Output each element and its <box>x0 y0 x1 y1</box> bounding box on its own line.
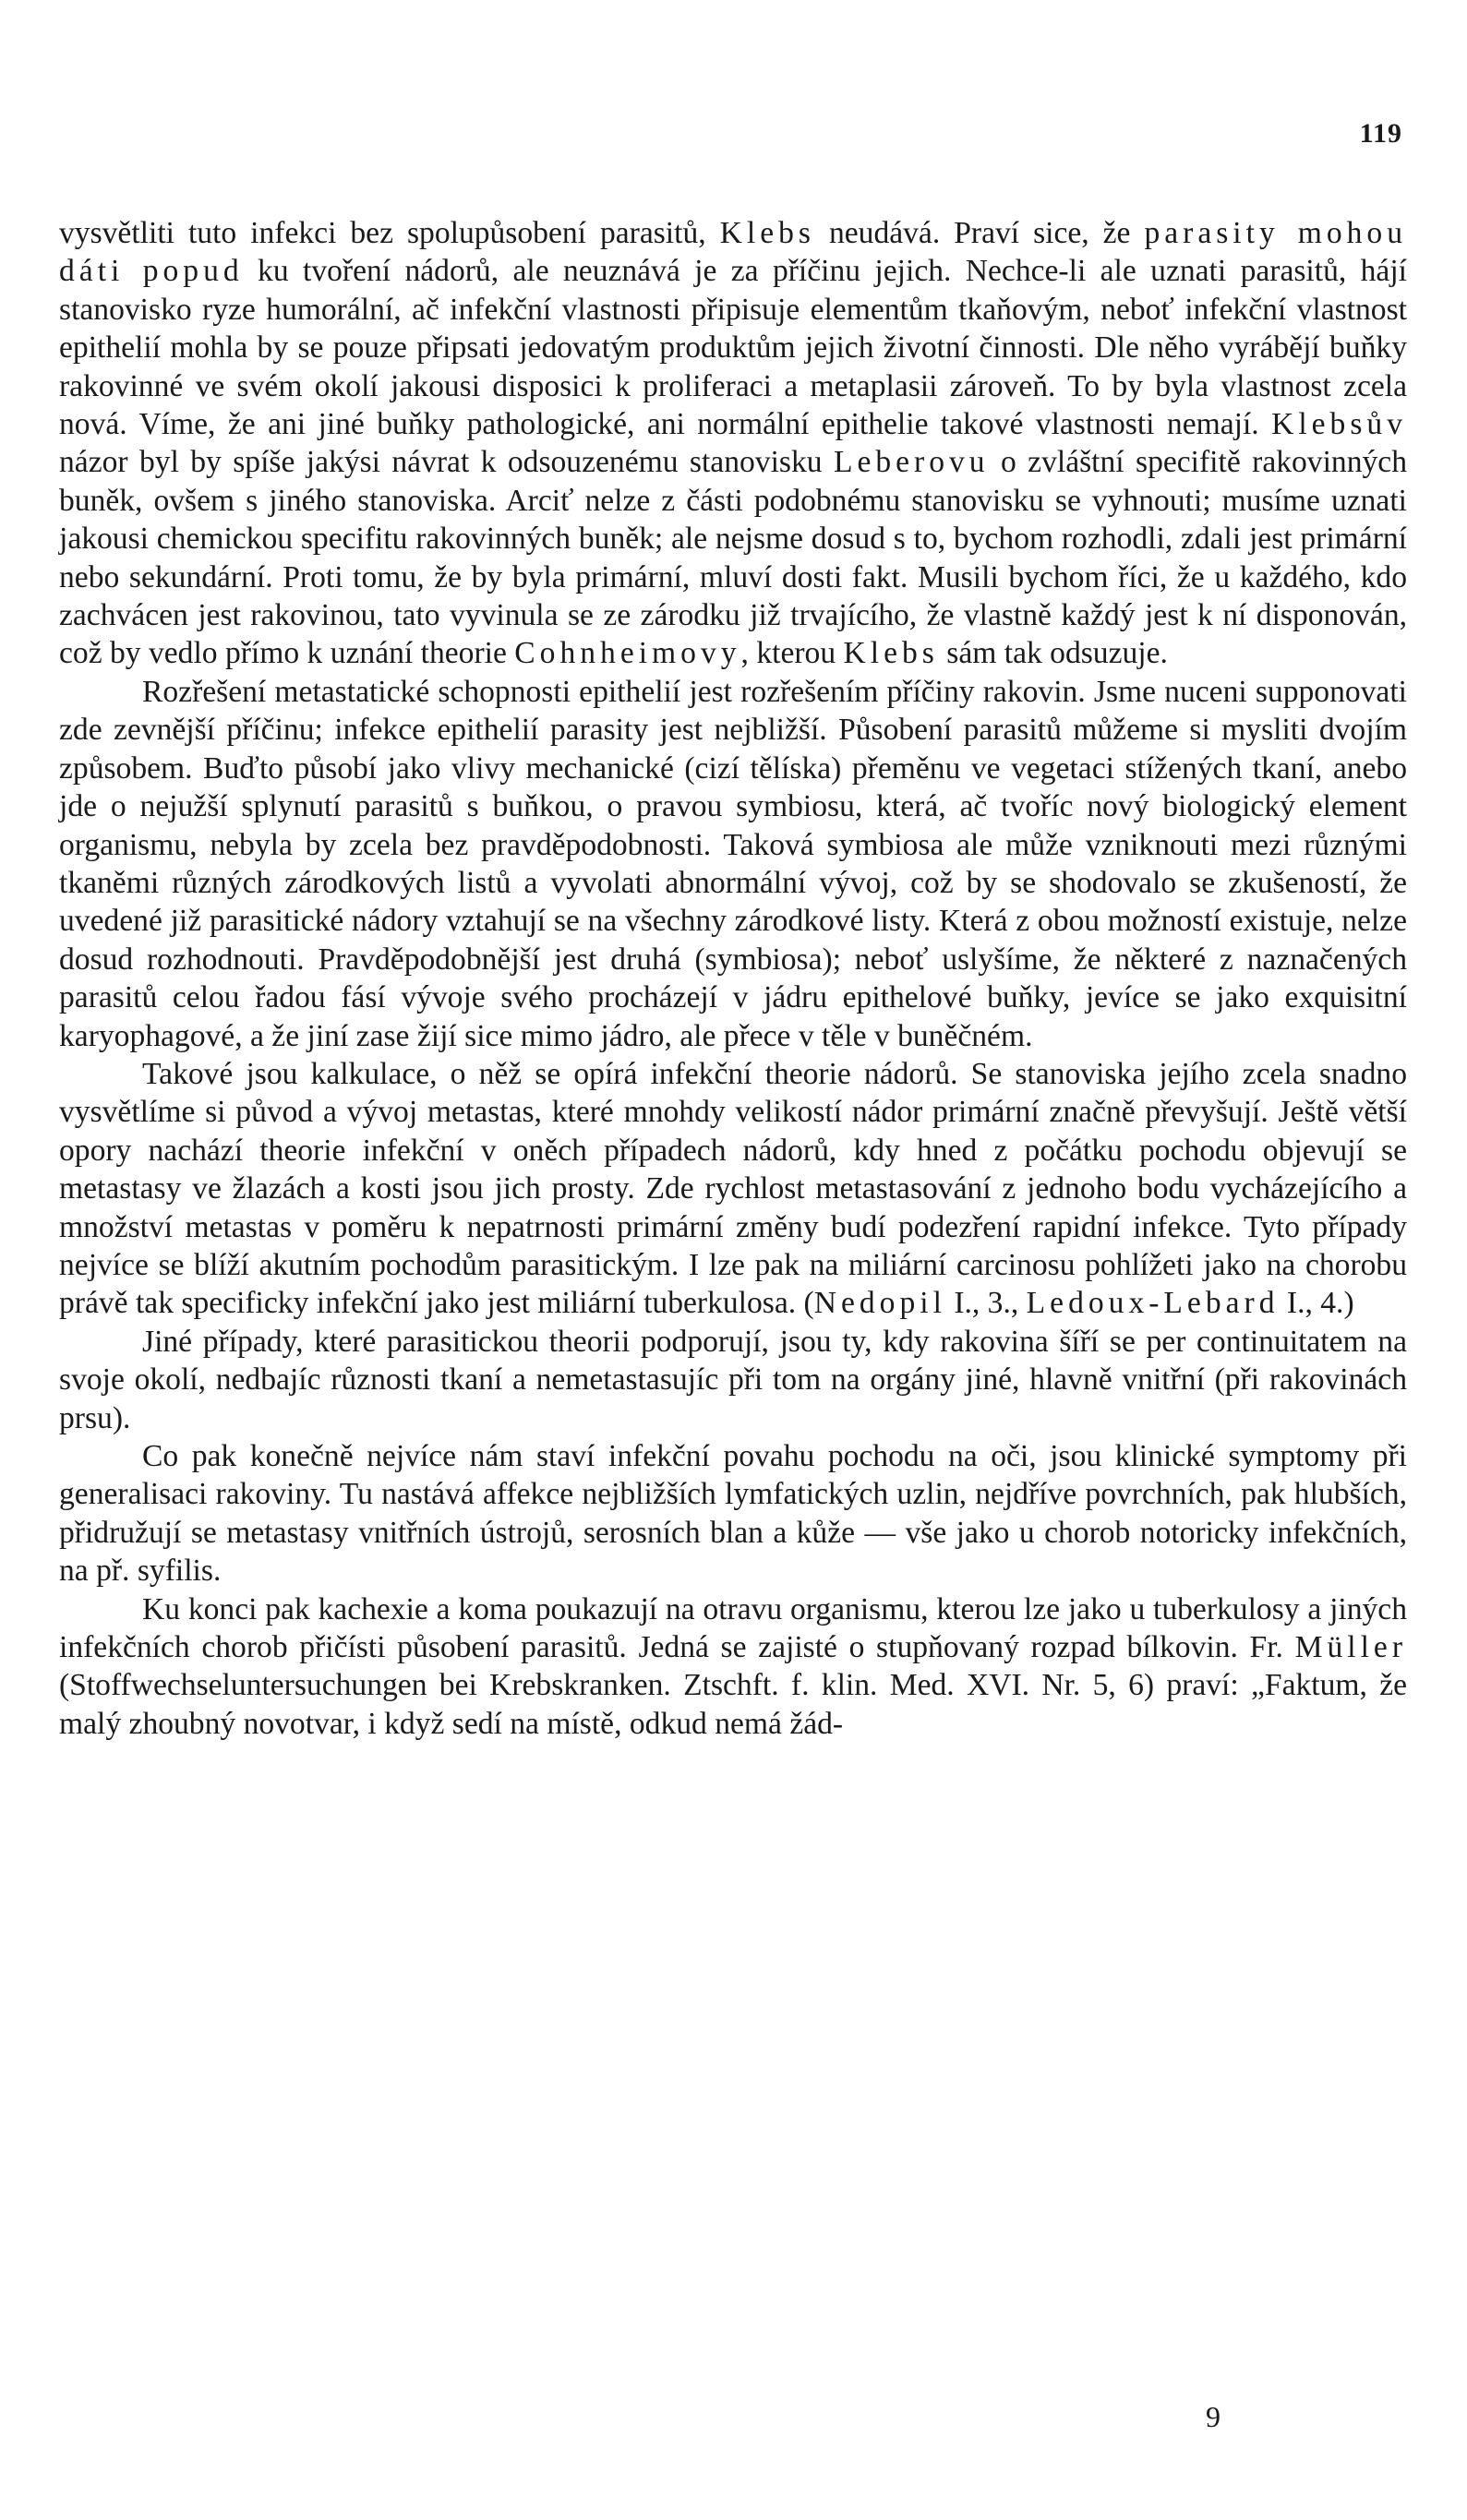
paragraph <box>59 1323 1407 1437</box>
spaced-name: Klebsův <box>1271 407 1407 442</box>
text-run: I., 3., <box>945 1286 1027 1321</box>
paragraph <box>59 1055 1407 1323</box>
text-run: Jiné případy, které parasitickou theorii podporují, jsou ty, kdy rakovina šíří se per continuitatem na svoje okolí, nedbajíc různosti tkaní a nemetastasujíc při tom na orgány jiné, hlavně vnitřní (při rakovinách prsu). <box>59 1324 1407 1435</box>
paragraph <box>59 673 1407 1055</box>
paragraph <box>59 1590 1407 1744</box>
text-run: o zvláštní specifitě rakovinných buněk, ovšem s jiného stanoviska. Arciť nelze z části podobnému stanovisku se vyhnouti; musíme uznati jakousi chemickou specifitu rakovinných buněk; ale nejsme dosud s to, bychom rozhodli, zdali jest primární nebo sekundární. Proti tomu, že by byla primární, mluví dosti fakt. Musili bychom říci, že u každého, kdo zachvácen jest rakovinou, tato vyvinula se ze zárodku již trvajícího, že vlastně každý jest k ní disponován, což by vedlo přímo k uznání theorie <box>59 445 1407 671</box>
text-run: (Stoffwechseluntersuchungen bei Krebskranken. Ztschft. f. klin. Med. XVI. Nr. 5, 6) praví: „Faktum, že malý zhoubný novotvar, i když sedí na místě, odkud nemá žád- <box>59 1668 1407 1741</box>
sheet-signature: 9 <box>1206 2400 1220 2433</box>
text-run: názor byl by spíše jakýsi návrat k odsouzenému stanovisku <box>59 445 834 480</box>
spaced-name: Cohnheimovy <box>514 636 741 671</box>
text-run: , kterou <box>740 636 844 671</box>
text-run: I., 4.) <box>1279 1286 1354 1321</box>
spaced-name: Klebs <box>719 216 815 250</box>
page-number: 119 <box>1359 118 1402 149</box>
text-run: vysvětliti tuto infekci bez spolupůsobení parasitů, <box>59 216 720 250</box>
body-text <box>59 214 1407 1743</box>
text-run: Co pak konečně nejvíce nám staví infekční povahu pochodu na oči, jsou klinické symptomy při generalisaci rakoviny. Tu nastává affekce nejbližších lymfatických uzlin, nejdříve povrchních, pak hlubších, přidružují se metastasy vnitřních ústrojů, serosních blan a kůže — vše jako u chorob notoricky infekčních, na př. syfilis. <box>59 1439 1407 1589</box>
spaced-name: Ledoux-Lebard <box>1026 1286 1280 1321</box>
spaced-name: Klebs <box>843 636 939 671</box>
text-run: sám tak odsuzuje. <box>938 636 1168 671</box>
spaced-name: parasity mohou dáti popud <box>59 216 1408 289</box>
text-run: Ku konci pak kachexie a koma poukazují na otravu organismu, kterou lze jako u tuberkulosy a jiných infekčních chorob přičísti působení parasitů. Jedná se zajisté o stupňovaný rozpad bílkovin. Fr. <box>59 1591 1407 1665</box>
text-run: Takové jsou kalkulace, o něž se opírá infekční theorie nádorů. Se stanoviska jejího zcela snadno vysvětlíme si původ a vývoj metastas, které mnohdy velikostí nádor primární značně převyšují. Ještě větší opory nachází theorie infekční v oněch případech nádorů, kdy hned z počátku pochodu objevují se metastasy ve žlazách a kosti jsou jich prosty. Zde rychlost metastasování z jednoho bodu vycházejícího a množství metastas v poměru k nepatrnosti primární změny budí podezření rapidní infekce. Tyto případy nejvíce se blíží akutním pochodům parasitickým. I lze pak na miliární carcinosu pohlížeti jako na chorobu právě tak specificky infekční jako jest miliární tuberkulosa. ( <box>59 1056 1407 1321</box>
paragraph <box>59 214 1407 673</box>
text-run: neudává. Praví sice, že <box>814 216 1145 250</box>
text-run: Rozřešení metastatické schopnosti epithelií jest rozřešením příčiny rakovin. Jsme nuceni supponovati zde zevnější příčinu; infekce epithelií parasity jest nejbližší. Působení parasitů můžeme si mysliti dvojím způsobem. Buďto působí jako vlivy mechanické (cizí tělíska) přeměnu ve vegetaci stížených tkaní, anebo jde o nejužší splynutí parasitů s buňkou, o pravou symbiosu, která, ač tvoříc nový biologický element organismu, nebyla by zcela bez pravděpodobnosti. Taková symbiosa ale může vzniknouti mezi různými tkaněmi různých zárodkových listů a vyvolati abnormální vývoj, což by se shodovalo se zkušeností, že uvedené již parasitické nádory vztahují se na všechny zárodkové listy. Která z obou možností existuje, nelze dosud rozhodnouti. Pravděpodobnější jest druhá (symbiosa); neboť uslyšíme, že některé z naznačených parasitů celou řadou fásí vývoje svého procházejí v jádru epithelové buňky, jevíce se jako exquisitní karyophagové, a že jiní zase žijí sice mimo jádro, ale přece v těle v buněčném. <box>59 674 1407 1053</box>
spaced-name: Müller <box>1294 1630 1407 1665</box>
spaced-name: Nedopil <box>813 1286 946 1321</box>
spaced-name: Leberovu <box>833 445 990 480</box>
text-run: ku tvoření nádorů, ale neuznává je za příčinu jejich. Nechce-li ale uznati parasitů, hájí stanovisko ryze humorální, ač infekční vlastnosti připisuje elementům tkaňovým, neboť infekční vlastnost epithelií mohla by se pouze připsati jedovatým produktům jejich životní činnosti. Dle něho vyrábějí buňky rakovinné ve svém okolí jakousi disposici k proliferaci a metaplasii zároveň. To by byla vlastnost zcela nová. Víme, že ani jiné buňky pathologické, ani normální epithelie takové vlastnosti nemají. <box>59 254 1407 442</box>
paragraph <box>59 1437 1407 1590</box>
